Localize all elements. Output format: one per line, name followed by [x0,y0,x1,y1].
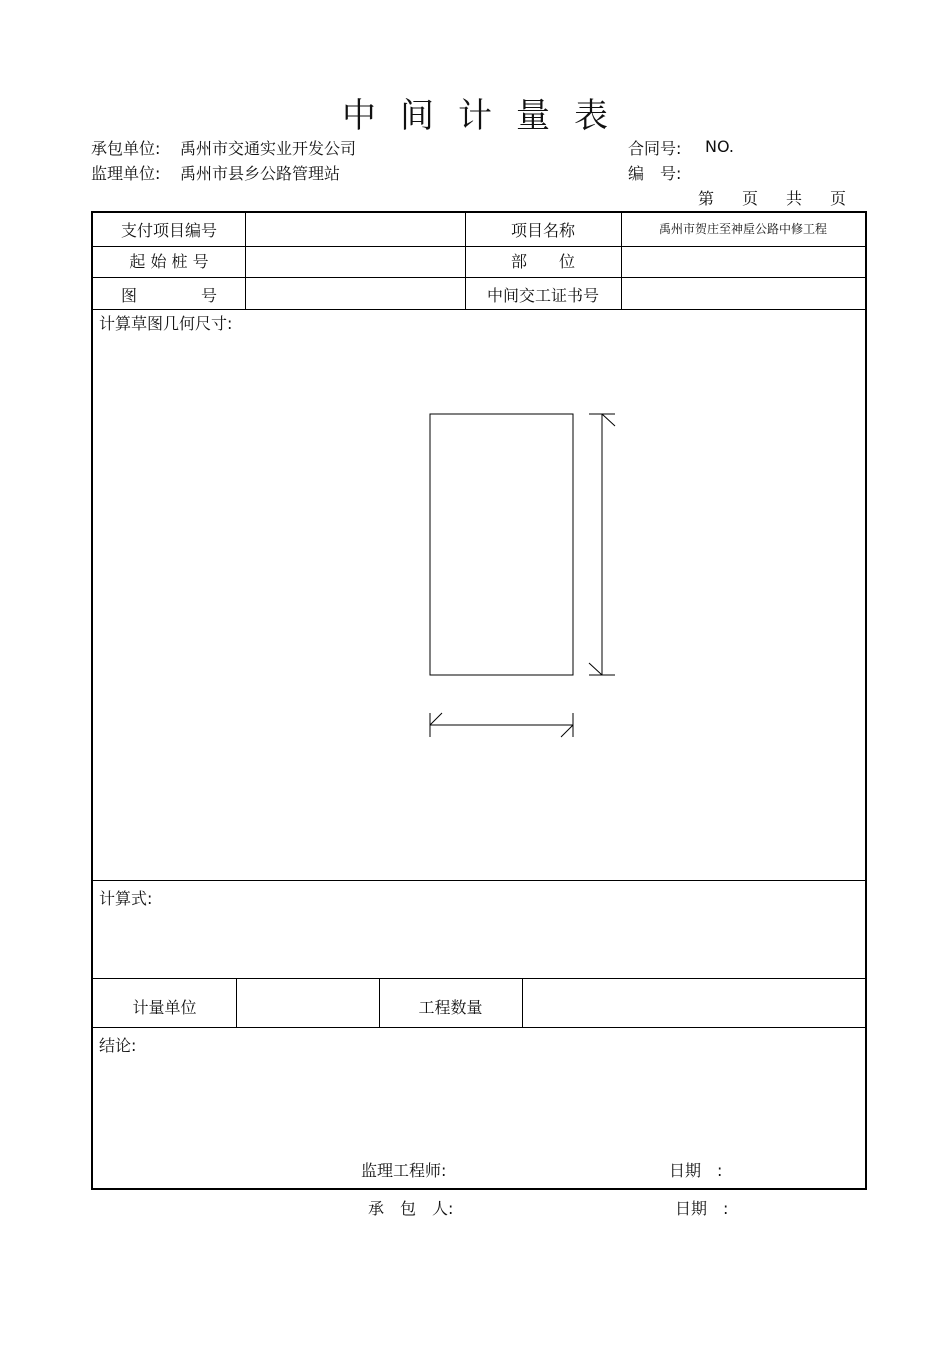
conclusion-label: 结论: [99,1036,137,1055]
contract-no-value: NO. [705,137,734,156]
contract-no-label: 合同号: [628,139,682,158]
project-name-value: 禹州市贺庄至神垕公路中修工程 [658,222,827,236]
sketch-rectangle [430,414,573,675]
project-name-label: 项目名称 [510,221,575,240]
cert-no-label: 中间交工证书号 [486,286,599,305]
serial-label: 编 号: [628,164,682,183]
formula-label: 计算式: [99,889,153,908]
start-stake-label: 起 始 桩 号 [129,252,209,271]
supervisor-label: 监理单位: [91,164,161,183]
page-title: 中间计量表 [342,96,632,136]
engineer-date-label: 日期 : [669,1161,723,1180]
part-label: 部 位 [510,252,575,271]
dimension-sketch [93,213,865,880]
unit-label: 计量单位 [132,998,197,1017]
payment-item-no-label: 支付项目编号 [120,221,217,240]
contractor-person-label: 承 包 人: [368,1199,454,1218]
contractor-value: 禹州市交通实业开发公司 [180,139,357,158]
contractor-label: 承包单位: [91,139,161,158]
contractor-date-label: 日期 : [675,1199,729,1218]
quantity-label: 工程数量 [418,998,483,1017]
engineer-label: 监理工程师: [361,1161,447,1180]
sketch-label: 计算草图几何尺寸: [99,314,233,333]
supervisor-value: 禹州市县乡公路管理站 [180,164,341,183]
drawing-no-label: 图 号 [120,286,217,305]
measurement-form [91,211,867,1190]
page-counter: 第 页 共 页 [698,189,853,208]
